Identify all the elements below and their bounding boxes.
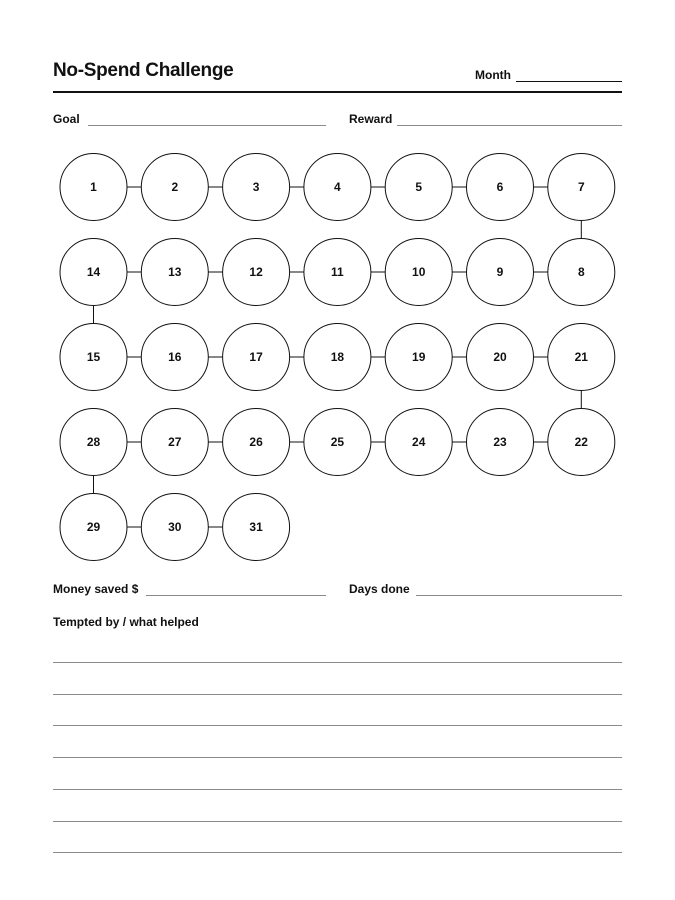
day-number-14: 14	[86, 265, 101, 279]
day-number-27: 27	[168, 435, 182, 449]
day-number-28: 28	[86, 435, 101, 449]
notes-line[interactable]	[53, 757, 622, 758]
day-number-3: 3	[252, 180, 260, 194]
day-number-17: 17	[249, 350, 263, 364]
day-number-9: 9	[496, 265, 504, 279]
day-number-21: 21	[574, 350, 588, 364]
notes-line[interactable]	[53, 852, 622, 853]
day-number-31: 31	[249, 520, 263, 534]
day-number-22: 22	[574, 435, 588, 449]
day-number-2: 2	[171, 180, 179, 194]
money-saved-field[interactable]	[146, 595, 326, 596]
day-number-29: 29	[86, 520, 101, 534]
day-number-12: 12	[249, 265, 263, 279]
day-number-10: 10	[412, 265, 426, 279]
day-number-6: 6	[496, 180, 504, 194]
day-number-5: 5	[415, 180, 423, 194]
notes-line[interactable]	[53, 662, 622, 663]
day-number-13: 13	[168, 265, 182, 279]
money-saved-label: Money saved $	[53, 582, 139, 596]
notes-line[interactable]	[53, 694, 622, 695]
day-number-23: 23	[493, 435, 507, 449]
day-number-30: 30	[168, 520, 182, 534]
day-number-16: 16	[168, 350, 182, 364]
day-number-26: 26	[249, 435, 263, 449]
goal-label: Goal	[53, 112, 80, 126]
reward-label: Reward	[349, 112, 393, 126]
month-label: Month	[475, 68, 511, 82]
days-done-label: Days done	[349, 582, 410, 596]
notes-line[interactable]	[53, 725, 622, 726]
notes-line[interactable]	[53, 821, 622, 822]
day-number-19: 19	[412, 350, 426, 364]
day-number-8: 8	[577, 265, 585, 279]
notes-line[interactable]	[53, 789, 622, 790]
day-number-7: 7	[577, 180, 585, 194]
days-done-field[interactable]	[416, 595, 622, 596]
day-number-11: 11	[331, 265, 344, 279]
day-number-18: 18	[330, 350, 345, 364]
page-title: No-Spend Challenge	[53, 60, 234, 81]
day-number-20: 20	[493, 350, 507, 364]
day-number-25: 25	[330, 435, 345, 449]
day-number-4: 4	[334, 180, 341, 194]
day-number-15: 15	[86, 350, 101, 364]
day-number-24: 24	[412, 435, 426, 449]
notes-label: Tempted by / what helped	[53, 615, 199, 629]
day-number-1: 1	[90, 180, 97, 194]
